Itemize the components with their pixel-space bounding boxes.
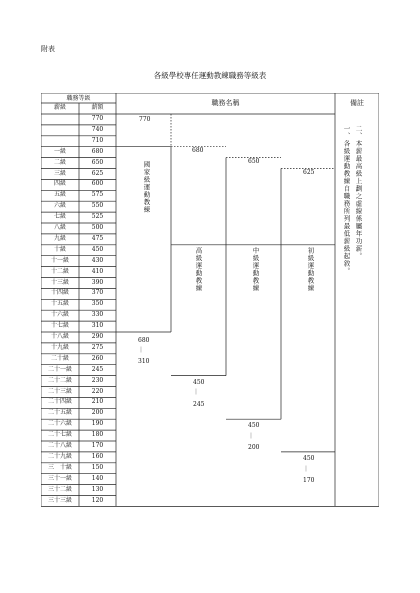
row-grade: 十級 — [53, 245, 66, 253]
row-grade: 二十九級 — [47, 452, 72, 460]
header-grade-group: 職務等級 — [66, 95, 91, 102]
row-grade: 十四級 — [50, 289, 69, 297]
national-range-sep: ｜ — [138, 347, 145, 354]
row-salary: 350 — [91, 300, 104, 308]
row-grade: 十七級 — [50, 322, 69, 330]
row-salary: 150 — [91, 463, 104, 471]
national-top-salary: 770 — [139, 116, 151, 123]
row-grade: 三十二級 — [47, 485, 72, 493]
row-salary: 245 — [91, 365, 104, 373]
header-remarks: 備註 — [350, 99, 364, 107]
row-salary: 390 — [91, 278, 104, 286]
national-coach-title: 國家級運動教練 — [142, 161, 151, 214]
intermediate-range-sep: ｜ — [248, 433, 255, 440]
row-grade: 十八級 — [50, 333, 69, 340]
row-salary: 740 — [91, 125, 104, 133]
intermediate-range-bottom: 200 — [248, 444, 260, 451]
row-salary: 230 — [91, 376, 104, 384]
row-salary: 310 — [91, 322, 104, 330]
row-salary: 140 — [91, 474, 104, 482]
table-title: 各級學校專任運動教練職務等級表 — [153, 71, 267, 80]
row-salary: 190 — [91, 420, 104, 428]
intermediate-coach-title: 中級運動教練 — [251, 247, 260, 292]
row-salary: 160 — [91, 452, 104, 460]
row-salary: 220 — [91, 387, 104, 395]
row-grade: 二級 — [53, 158, 66, 166]
senior-range-sep: ｜ — [193, 389, 200, 396]
remark-note-1: 一、各級運動教練自職務所列最低薪級起敘。 — [342, 125, 351, 275]
row-grade: 八級 — [53, 224, 66, 231]
row-salary: 410 — [91, 267, 104, 275]
junior-coach-title: 初級運動教練 — [306, 247, 315, 292]
row-salary: 475 — [91, 234, 104, 242]
row-grade: 三十一級 — [47, 474, 72, 482]
row-salary: 525 — [91, 213, 104, 221]
row-salary: 275 — [91, 343, 104, 351]
row-grade: 三十三級 — [47, 496, 72, 504]
row-grade: 十三級 — [50, 278, 69, 286]
national-range-top: 680 — [138, 337, 150, 344]
row-salary: 170 — [91, 442, 104, 449]
intermediate-top-salary: 650 — [248, 158, 260, 165]
row-salary: 625 — [91, 169, 104, 177]
row-grade: 五級 — [53, 191, 66, 199]
row-salary: 370 — [91, 289, 104, 297]
row-salary: 290 — [91, 333, 104, 340]
row-grade: 二十三級 — [47, 387, 72, 395]
row-grade: 二十級 — [50, 354, 69, 362]
national-range-bottom: 310 — [138, 358, 150, 365]
header-grade: 薪級 — [53, 104, 66, 111]
row-grade: 二十八級 — [47, 442, 72, 449]
grade-table — [41, 93, 379, 510]
header-salary: 薪額 — [91, 104, 104, 111]
junior-range-sep: ｜ — [303, 466, 310, 473]
row-grade: 三級 — [53, 169, 66, 177]
row-salary: 200 — [91, 409, 104, 417]
senior-coach-title: 高級運動教練 — [194, 247, 203, 292]
senior-top-salary: 680 — [192, 147, 204, 154]
row-salary: 575 — [91, 191, 104, 199]
row-salary: 260 — [91, 354, 104, 362]
row-salary: 550 — [91, 202, 104, 210]
header-positions: 職務名稱 — [211, 99, 240, 107]
junior-range-top: 450 — [303, 455, 315, 462]
senior-range-top: 450 — [193, 379, 205, 386]
junior-range-bottom: 170 — [303, 477, 315, 484]
row-grade: 十二級 — [50, 267, 69, 275]
row-grade: 十五級 — [50, 300, 69, 308]
row-salary: 680 — [91, 147, 104, 155]
row-grade: 二十四級 — [47, 398, 72, 406]
row-grade: 十一級 — [50, 256, 69, 264]
row-salary: 710 — [91, 136, 104, 144]
row-grade: 二十五級 — [47, 409, 72, 417]
row-grade: 三 十級 — [47, 463, 72, 471]
row-grade: 十六級 — [50, 311, 69, 319]
row-grade: 二十一級 — [47, 365, 72, 373]
intermediate-range-top: 450 — [248, 422, 260, 429]
row-grade: 四級 — [53, 180, 66, 188]
row-salary: 600 — [91, 180, 104, 188]
row-grade: 二十二級 — [47, 376, 72, 384]
row-salary: 770 — [91, 115, 104, 122]
row-grade: 二十六級 — [47, 420, 72, 428]
row-grade: 一級 — [53, 147, 66, 155]
row-salary: 500 — [91, 224, 104, 231]
row-grade: 六級 — [53, 202, 66, 210]
remark-note-2: 二、本薪最高級上劃之虛線係屬年功薪。 — [354, 125, 363, 260]
row-salary: 330 — [91, 311, 104, 319]
row-salary: 120 — [91, 496, 104, 504]
row-salary: 210 — [91, 398, 104, 406]
row-grade: 十九級 — [50, 343, 69, 351]
row-grade: 二十七級 — [47, 431, 72, 439]
row-salary: 450 — [91, 245, 104, 253]
row-salary: 430 — [91, 256, 104, 264]
junior-top-salary: 625 — [303, 169, 315, 176]
row-salary: 130 — [91, 485, 104, 493]
row-grade: 九級 — [53, 234, 66, 242]
row-grade: 七級 — [53, 213, 66, 221]
row-salary: 180 — [91, 431, 104, 439]
row-salary: 650 — [91, 158, 104, 166]
senior-range-bottom: 245 — [193, 401, 205, 408]
attachment-label: 附表 — [41, 45, 55, 53]
